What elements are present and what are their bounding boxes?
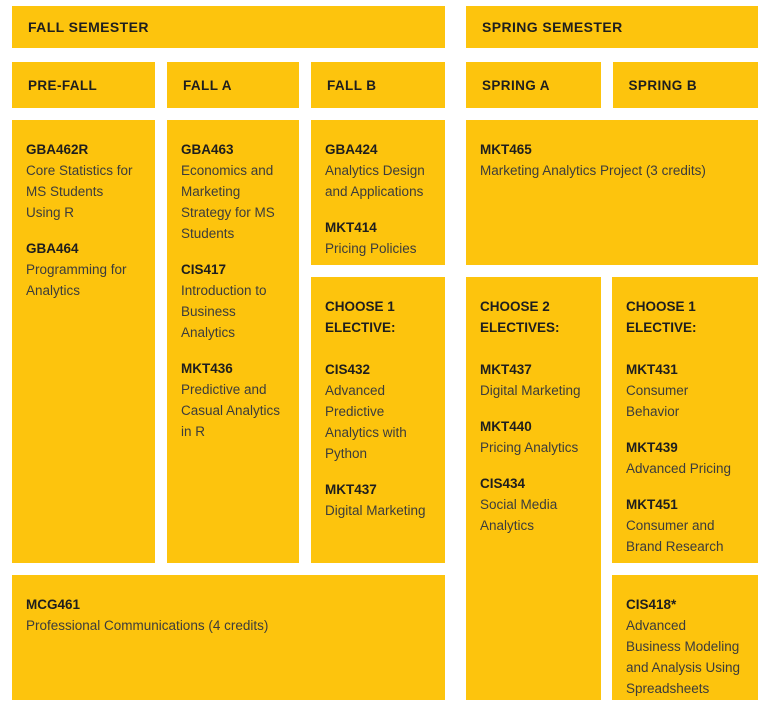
course-item — [480, 473, 587, 536]
term-header-pre-fall — [12, 62, 155, 108]
spring-project-block — [466, 120, 758, 265]
fall-columns — [12, 120, 445, 563]
spring-b-elective-block — [612, 277, 758, 563]
course-desc: Programming for Analytics — [26, 262, 127, 298]
course-code: MKT431 — [626, 362, 678, 377]
course-desc: Professional Communications (4 credits) — [26, 618, 269, 633]
course-item — [26, 594, 431, 636]
term-header-spring-b — [613, 62, 758, 108]
fall-semester-title: FALL SEMESTER — [28, 19, 149, 35]
course-item — [325, 217, 431, 259]
fall-footer-course-block — [12, 575, 445, 700]
fall-term-headers — [12, 62, 445, 108]
course-item — [626, 594, 744, 699]
course-desc: Marketing Analytics Project (3 credits) — [480, 163, 706, 178]
spring-term-headers — [466, 62, 758, 108]
term-header-fall-a — [167, 62, 299, 108]
course-code: MKT436 — [181, 361, 233, 376]
course-desc: Analytics Design and Applications — [325, 163, 425, 199]
course-item — [480, 416, 587, 458]
course-desc: Consumer Behavior — [626, 383, 689, 419]
course-desc: Advanced Business Modeling and Analysis Using Spreadsheets — [626, 618, 741, 696]
course-item — [325, 359, 431, 464]
term-label: PRE-FALL — [28, 77, 98, 93]
term-label: SPRING B — [628, 77, 697, 93]
spring-b-column — [612, 277, 758, 700]
fall-semester-section — [12, 6, 445, 700]
term-label: SPRING A — [482, 77, 550, 93]
term-label: FALL A — [183, 77, 232, 93]
course-desc: Pricing Policies — [325, 241, 417, 256]
course-desc: Advanced Pricing — [626, 461, 732, 476]
course-code: GBA424 — [325, 142, 378, 157]
course-desc: Digital Marketing — [480, 383, 581, 398]
elective-choose-label: CHOOSE 1 ELECTIVE: — [325, 299, 396, 335]
course-code: MKT439 — [626, 440, 678, 455]
course-item — [626, 494, 744, 557]
course-code: MCG461 — [26, 597, 81, 612]
spring-a-elective-block — [466, 277, 601, 700]
course-code: MKT414 — [325, 220, 377, 235]
course-desc: Core Statistics for MS Students Using R — [26, 163, 133, 220]
spring-semester-title: SPRING SEMESTER — [482, 19, 623, 35]
spring-semester-section — [466, 6, 758, 700]
course-desc: Advanced Predictive Analytics with Python — [325, 383, 407, 461]
term-header-fall-b — [311, 62, 445, 108]
semester-layout — [12, 6, 769, 700]
course-code: CIS432 — [325, 362, 371, 377]
spring-semester-banner — [466, 6, 758, 48]
term-header-spring-a — [466, 62, 601, 108]
course-item — [181, 139, 285, 244]
fall-a-course-block — [167, 120, 299, 563]
course-code: GBA462R — [26, 142, 89, 157]
spring-a-column — [466, 277, 601, 700]
course-item — [26, 238, 141, 301]
fall-b-elective-block — [311, 277, 445, 563]
course-desc: Predictive and Casual Analytics in R — [181, 382, 281, 439]
course-code: MKT437 — [480, 362, 532, 377]
course-code: GBA463 — [181, 142, 234, 157]
course-desc: Introduction to Business Analytics — [181, 283, 267, 340]
course-desc: Pricing Analytics — [480, 440, 579, 455]
elective-choose-label: CHOOSE 2 ELECTIVES: — [480, 299, 560, 335]
course-code: MKT437 — [325, 482, 377, 497]
pre-fall-course-block — [12, 120, 155, 563]
term-label: FALL B — [327, 77, 377, 93]
course-item — [480, 139, 744, 181]
course-desc: Digital Marketing — [325, 503, 426, 518]
spring-footer-course-block — [612, 575, 758, 700]
pre-fall-column — [12, 120, 155, 563]
course-item — [325, 139, 431, 202]
fall-b-course-block — [311, 120, 445, 265]
course-code: CIS418* — [626, 597, 677, 612]
course-item — [181, 259, 285, 343]
course-item — [181, 358, 285, 442]
course-desc: Social Media Analytics — [480, 497, 558, 533]
course-code: MKT465 — [480, 142, 532, 157]
course-item — [26, 139, 141, 223]
course-item — [480, 359, 587, 401]
course-code: MKT440 — [480, 419, 532, 434]
course-item — [626, 437, 744, 479]
fall-b-column — [311, 120, 445, 563]
fall-semester-banner — [12, 6, 445, 48]
course-item — [626, 359, 744, 422]
course-code: GBA464 — [26, 241, 79, 256]
course-desc: Consumer and Brand Research — [626, 518, 724, 554]
course-item — [325, 479, 431, 521]
course-code: CIS417 — [181, 262, 227, 277]
spring-columns — [466, 277, 758, 700]
fall-a-column — [167, 120, 299, 563]
course-code: MKT451 — [626, 497, 678, 512]
course-desc: Economics and Marketing Strategy for MS Students — [181, 163, 275, 241]
elective-choose-label: CHOOSE 1 ELECTIVE: — [626, 299, 697, 335]
course-code: CIS434 — [480, 476, 526, 491]
